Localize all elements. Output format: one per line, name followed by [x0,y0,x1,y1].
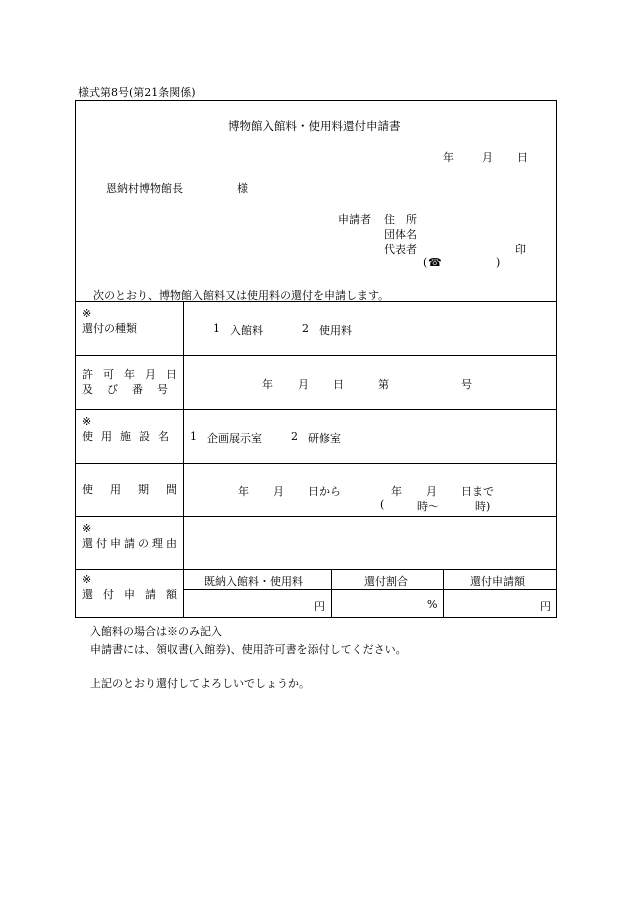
amount-unit-yen: 円 [314,600,325,613]
footer-note-2: 申請書には、領収書(入館券)、使用許可書を添付してください。 [90,643,407,656]
form-title: 博物館入館料・使用料還付申請書 [228,119,401,133]
amount-column-line [443,569,444,618]
permit-label-line1: 許可年月日 [82,368,187,381]
amount-unit-percent: % [427,598,438,611]
amount-unit-yen: 円 [540,600,551,613]
period-month1: 月 [273,485,284,498]
row-line [75,516,557,517]
form-number: 様式第8号(第21条関係) [78,86,196,99]
date-month: 月 [482,151,493,164]
amount-header-line [183,589,557,590]
applicant-group-label: 団体名 [384,228,417,241]
permit-label-line2: 及び番号 [82,383,182,396]
label-text: 還付の種類 [82,322,137,335]
refund-type-opt1: 入館料 [230,324,263,337]
permit-month: 月 [298,378,309,391]
period-month2: 月 [426,485,437,498]
addressee-honorific: 様 [237,182,248,195]
facility-label: 使用施設名 [82,430,177,443]
footer-note-1: 入館料の場合は※のみ記入 [90,625,222,638]
footer-confirm: 上記のとおり還付してよろしいでしょうか。 [90,677,310,690]
permit-year: 年 [262,378,273,391]
phone-icon: ☎ [428,256,442,269]
note-mark: ※ [82,522,92,535]
note-mark: ※ [82,573,92,586]
period-year1: 年 [238,485,249,498]
permit-day: 日 [333,378,344,391]
period-time-open: ( [380,498,385,511]
seal-mark: 印 [515,243,526,256]
period-year2: 年 [391,485,402,498]
refund-type-opt2: 使用料 [319,324,352,337]
facility-opt2-num: 2 [291,430,298,443]
period-label: 使用期間 [82,483,194,496]
label-column-line [183,301,184,618]
period-day1: 日から [308,485,341,498]
applicant-label: 申請者 [338,213,371,226]
amount-label: 還付申請額 [82,588,187,601]
amount-col2-header: 還付割合 [364,575,408,588]
row-line [75,569,557,570]
applicant-address-label: 住 所 [384,213,417,226]
row-line [75,355,557,356]
note-mark: ※ [82,307,92,320]
period-time2: 時) [475,500,491,513]
permit-go: 号 [461,378,472,391]
tel-close: ) [496,256,501,269]
permit-dai: 第 [378,378,389,391]
tel-open: ( [423,256,428,269]
facility-opt2: 研修室 [308,432,341,445]
note-mark: ※ [82,415,92,428]
amount-col1-header: 既納入館料・使用料 [204,575,303,588]
row-line [75,409,557,410]
addressee-name: 恩納村博物館長 [106,182,183,195]
reason-label: 還付申請の理由 [82,537,180,550]
facility-opt1: 企画展示室 [207,432,262,445]
applicant-representative-label: 代表者 [384,243,417,256]
amount-column-line [331,569,332,618]
row-line [75,301,557,302]
refund-type-opt1-num: 1 [213,322,220,335]
refund-type-opt2-num: 2 [302,322,309,335]
facility-opt1-num: 1 [190,430,197,443]
intro-text: 次のとおり、博物館入館料又は使用料の還付を申請します。 [93,289,390,302]
date-day: 日 [517,151,528,164]
amount-col3-header: 還付申請額 [470,575,525,588]
period-day2: 日まで [461,485,494,498]
date-year: 年 [443,151,454,164]
refund-type-label [82,322,178,336]
period-time1: 時〜 [417,500,439,513]
row-line [75,463,557,464]
